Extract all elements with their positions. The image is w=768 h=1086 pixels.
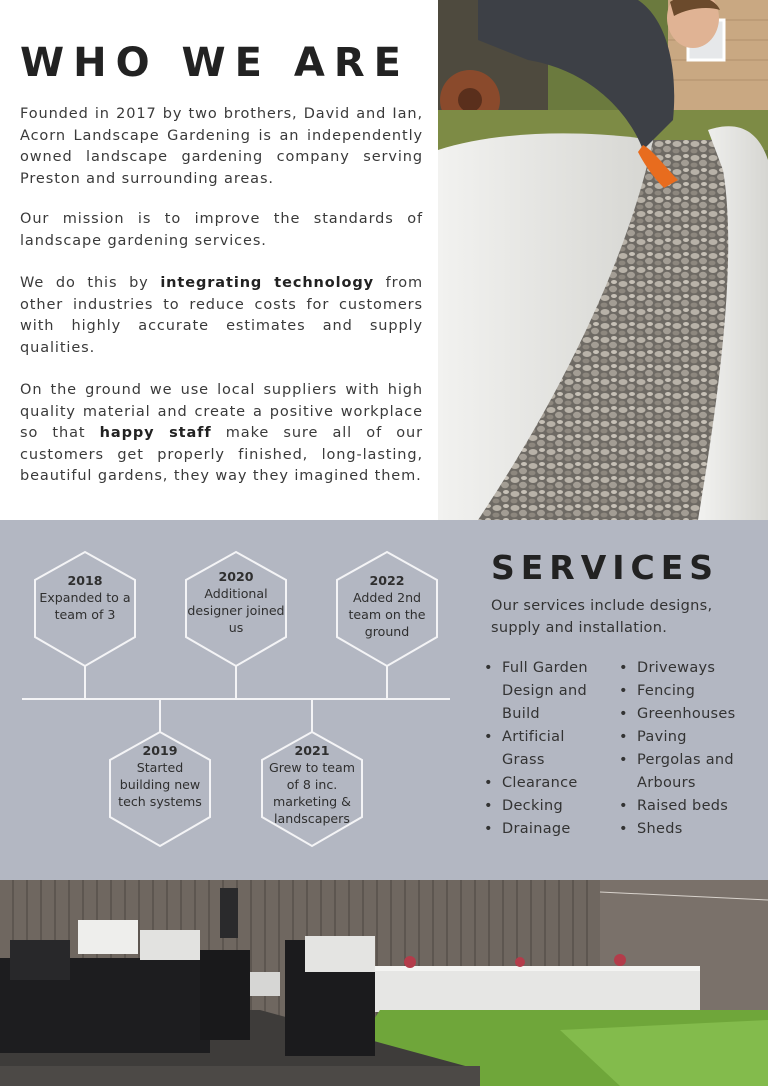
garden-patio-illustration	[0, 880, 768, 1086]
milestone-year: 2020	[218, 569, 254, 584]
milestone-text: Added 2nd team on the ground	[348, 590, 426, 639]
service-item: • Driveways	[619, 657, 759, 680]
garden-patio-photo	[0, 880, 768, 1086]
timeline-services-panel	[0, 520, 768, 880]
milestone-text: Started building new tech systems	[118, 760, 202, 809]
milestone-year: 2019	[142, 743, 178, 758]
integrating-technology-emphasis: integrating technology	[160, 275, 375, 291]
service-item: • Raised beds	[619, 795, 759, 818]
milestone-2020	[186, 568, 286, 636]
service-item: • Fencing	[619, 680, 759, 703]
service-item: • Sheds	[619, 818, 759, 841]
services-heading: SERVICES	[491, 548, 720, 587]
service-item: • Full Garden Design and Build	[484, 657, 612, 726]
gravel-drainage-photo	[438, 0, 768, 520]
about-paragraph-staff: On the ground we use local suppliers with high quality material and create a positive workplace so that happy staff make sure all of our customers get properly finished, long-lasting, beautiful gardens, they way they imagined them.	[20, 382, 423, 485]
about-section	[0, 0, 438, 520]
milestone-year: 2021	[294, 743, 330, 758]
milestone-year: 2022	[369, 573, 405, 588]
milestone-text: Expanded to a team of 3	[39, 590, 131, 622]
happy-staff-emphasis: happy staff	[99, 425, 212, 442]
services-list-left	[484, 657, 612, 841]
milestone-2018	[35, 572, 135, 623]
milestone-text: Additional designer joined us	[187, 586, 285, 635]
who-we-are-heading: WHO WE ARE	[20, 40, 410, 86]
about-paragraph-mission: Our mission is to improve the standards of landscape gardening services.	[20, 211, 423, 249]
milestone-text: Grew to team of 8 inc. marketing & landscapers	[268, 760, 356, 826]
service-item: • Clearance	[484, 772, 612, 795]
about-paragraph-technology: We do this by integrating technology from other industries to reduce costs for customers with highly accurate estimates and supply qualities.	[20, 275, 424, 356]
services-list-right	[619, 657, 759, 841]
about-paragraph-founding: Founded in 2017 by two brothers, David and Ian, Acorn Landscape Gardening is an independently owned landscape gardening company serving Preston and surrounding areas.	[20, 106, 423, 187]
milestone-year: 2018	[67, 573, 103, 588]
service-item: • Paving	[619, 726, 759, 749]
milestone-2021	[262, 742, 362, 827]
milestone-2019	[110, 742, 210, 810]
service-item: • Greenhouses	[619, 703, 759, 726]
gravel-trench-illustration	[438, 0, 768, 520]
service-item: • Decking	[484, 795, 612, 818]
service-item: • Artificial Grass	[484, 726, 612, 772]
milestone-2022	[337, 572, 437, 640]
services-intro: Our services include designs, supply and installation.	[491, 598, 713, 636]
service-item: • Drainage	[484, 818, 612, 841]
service-item: • Pergolas and Arbours	[619, 749, 759, 795]
